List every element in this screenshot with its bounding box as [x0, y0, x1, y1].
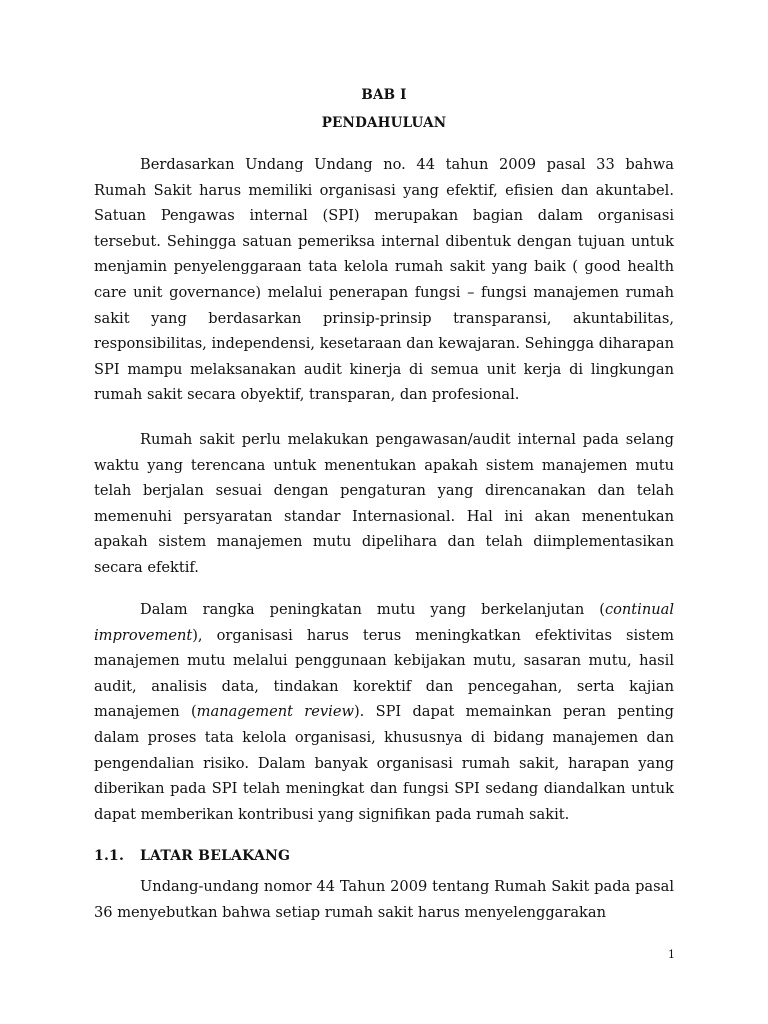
section-heading [94, 848, 290, 864]
italic-term-continual-improvement: continual improvement [94, 601, 674, 644]
page-number: 1 [668, 948, 675, 961]
paragraph-internal-audit: Rumah sakit perlu melakukan pengawasan/audit internal pada selang waktu yang terencana untuk menentukan apakah sistem manajemen mutu telah berjalan sesuai dengan pengaturan yang direncanakan dan telah memenuhi persyaratan standar Internasional. Hal ini akan menentukan apakah sistem manajemen mutu dipelihara dan telah diimplementasikan secara efektif. [94, 431, 674, 576]
chapter-label: BAB I [361, 87, 407, 103]
paragraph-latar-belakang: Undang-undang nomor 44 Tahun 2009 tentang Rumah Sakit pada pasal 36 menyebutkan bahwa setiap rumah sakit harus menyelenggarakan [94, 878, 674, 921]
section-title: LATAR BELAKANG [140, 848, 291, 864]
paragraph-text-part: Dalam rangka peningkatan mutu yang berkelanjutan ( [140, 601, 605, 618]
paragraph-text-part: ). SPI dapat memainkan peran penting dalam proses tata kelola organisasi, khususnya di bidang manajemen dan pengendalian risiko. Dalam banyak organisasi rumah sakit, harapan yang diberikan pada SPI telah meningkat dan fungsi SPI sedang diandalkan untuk dapat memberikan kontribusi yang signifikan pada rumah sakit. [94, 703, 674, 823]
paragraph-continual-improvement [94, 597, 674, 827]
italic-term-management-review: management review [196, 703, 354, 721]
paragraph-intro: Berdasarkan Undang Undang no. 44 tahun 2009 pasal 33 bahwa Rumah Sakit harus memiliki organisasi yang efektif, efisien dan akuntabel. Satuan Pengawas internal (SPI) merupakan bagian dalam organisasi tersebut. Sehingga satuan pemeriksa internal dibentuk dengan tujuan untuk menjamin penyelenggaraan tata kelola rumah sakit yang baik ( good health care unit governance) melalui penerapan fungsi – fungsi manajemen rumah sakit yang berdasarkan prinsip-prinsip transparansi, akuntabilitas, responsibilitas, independensi, kesetaraan dan kewajaran. Sehingga diharapan SPI mampu melaksanakan audit kinerja di semua unit kerja di lingkungan rumah sakit secara obyektif, transparan, dan profesional. [94, 156, 674, 404]
paragraph-text-part: ), organisasi harus terus meningkatkan efektivitas sistem manajemen mutu melalui penggunaan kebijakan mutu, sasaran mutu, hasil audit, analisis data, tindakan korektif dan pencegahan, serta kajian manajemen ( [94, 626, 674, 721]
chapter-title: PENDAHULUAN [321, 115, 447, 131]
section-number: 1.1. [94, 848, 125, 864]
